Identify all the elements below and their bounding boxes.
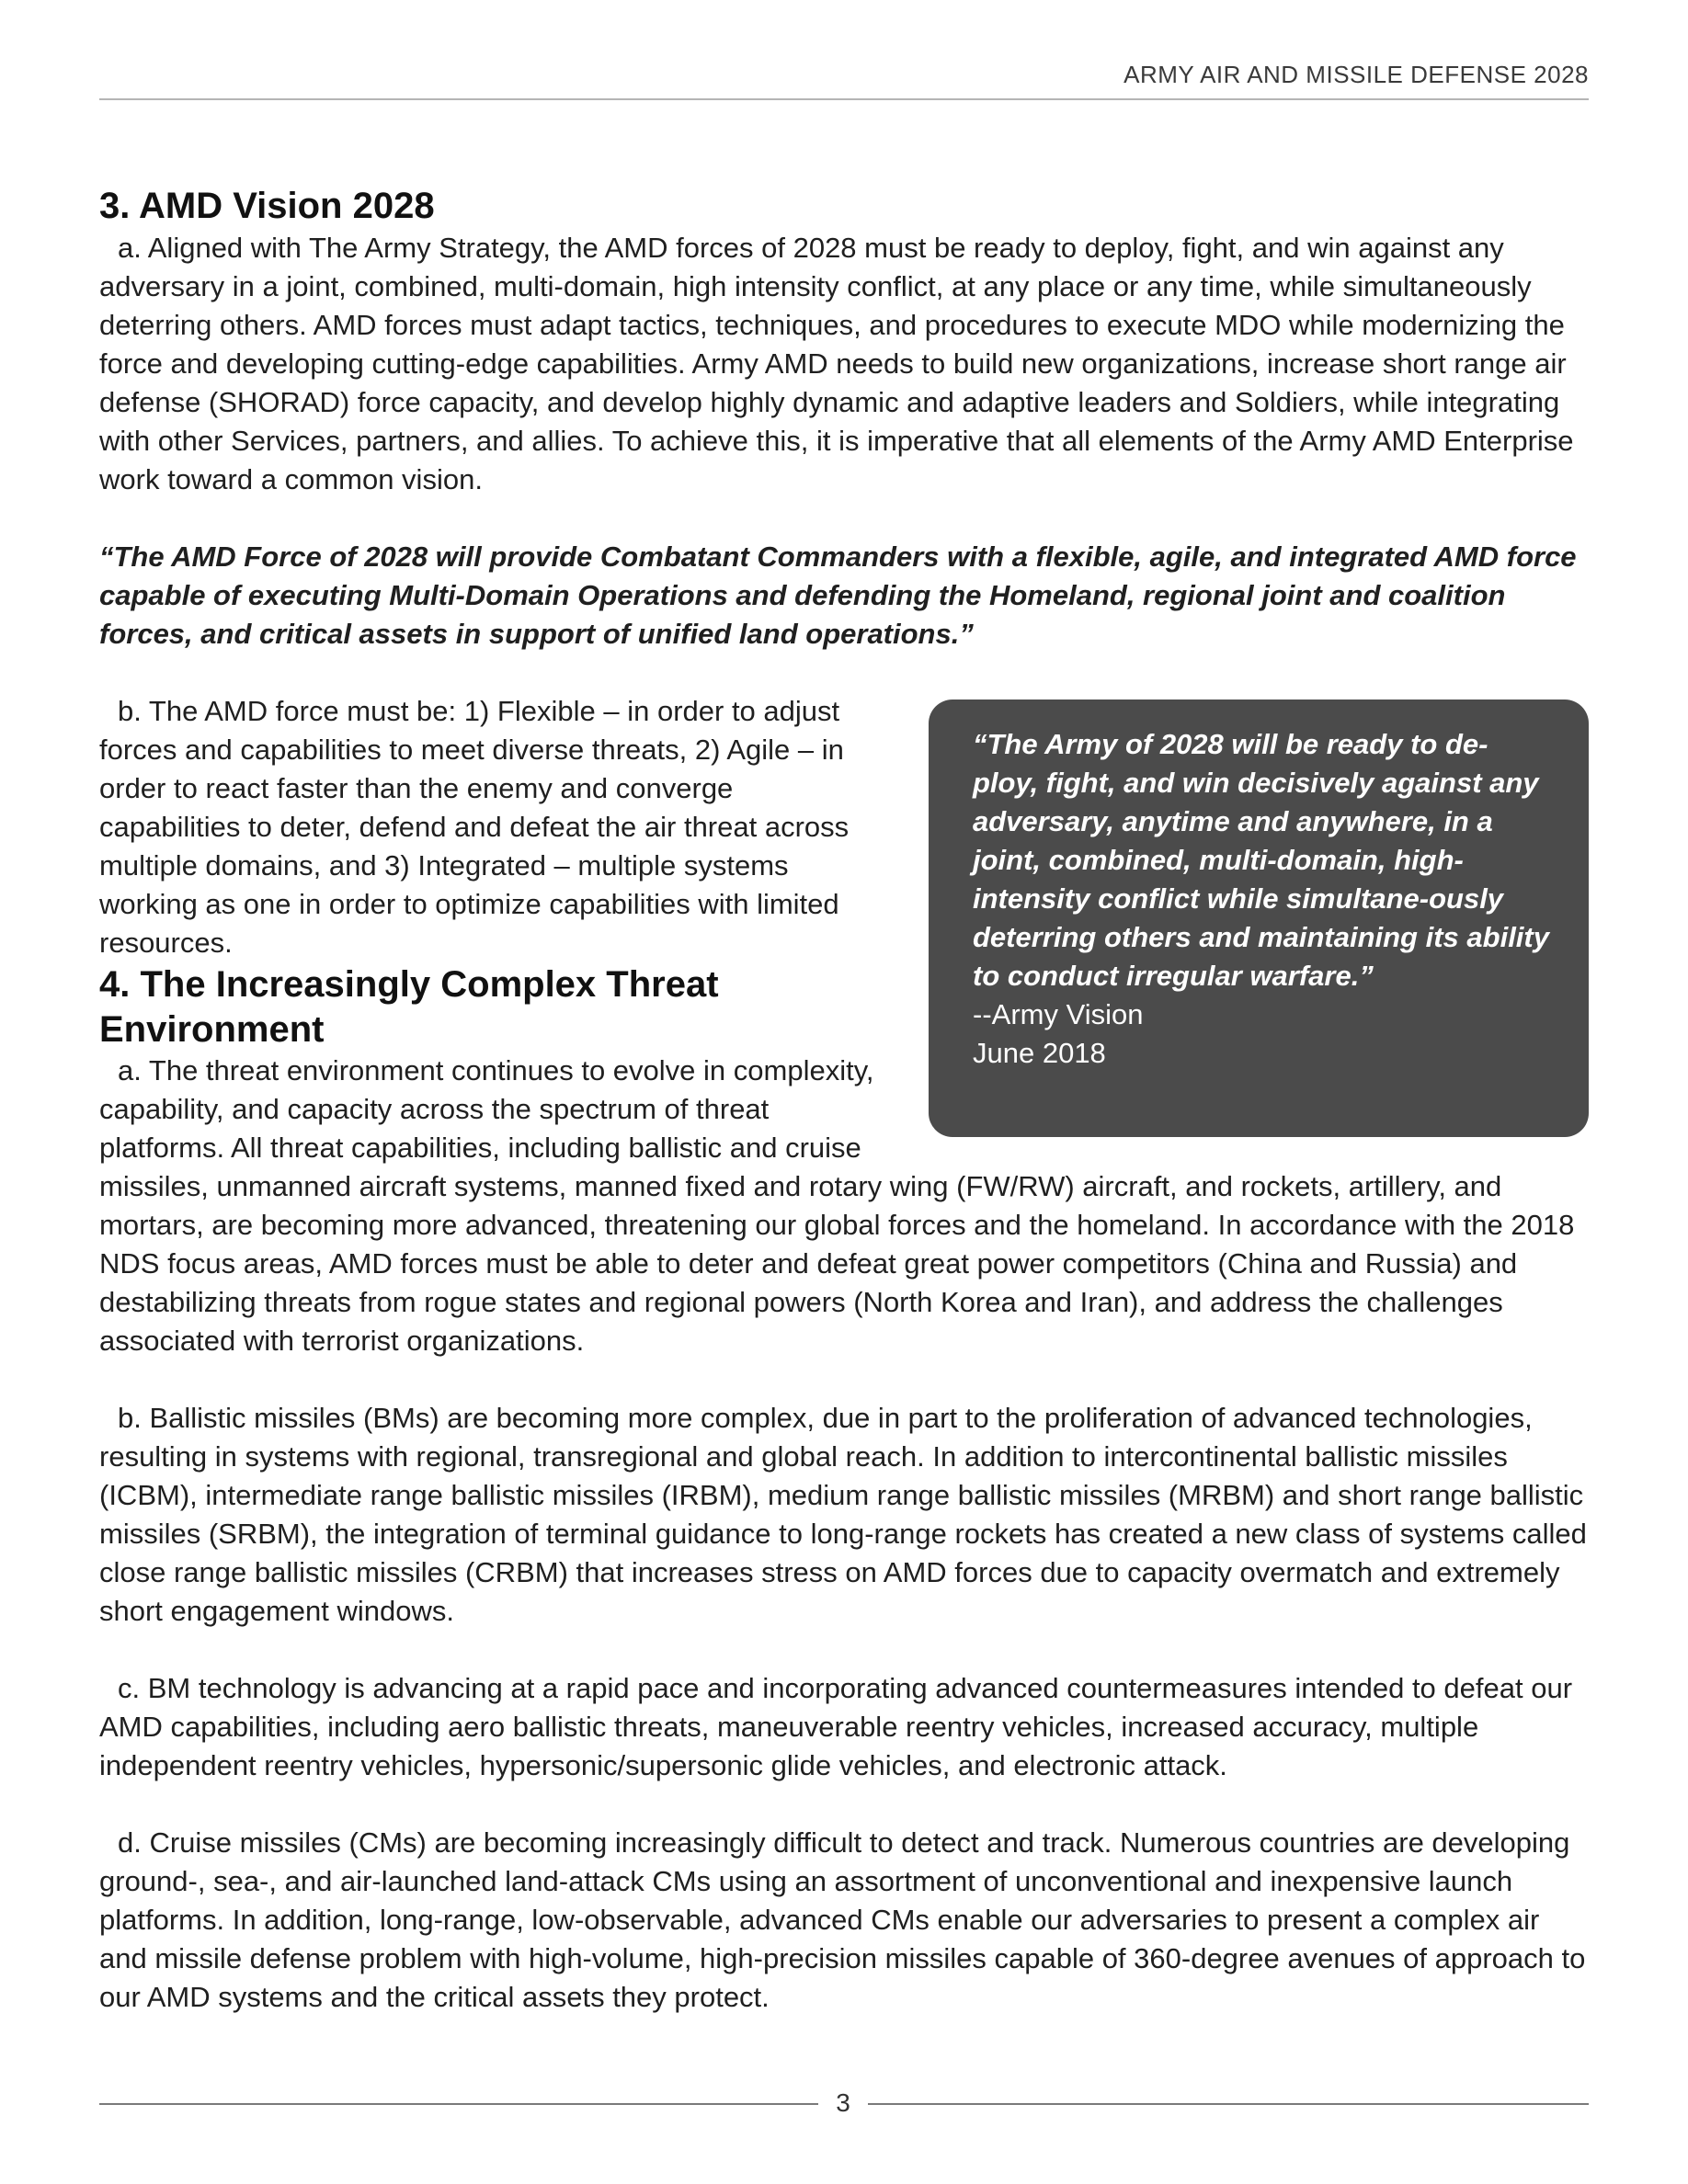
section-4-paragraph-d: d. Cruise missiles (CMs) are becoming increasingly difficult to detect and track. Numerous countries are developing ground-, sea-, and air-launched land-attack CMs using an assortment of unconventional and inexpensive launch platforms. In addition, long-range, low-observable, advanced CMs enable our adversaries to present a complex air and missile defense problem with high-volume, high-precision missiles capable of 360-degree avenues of approach to our AMD systems and the critical assets they protect.: [99, 1826, 1586, 2014]
pull-quote-date: June 2018: [973, 1036, 1106, 1069]
vision-statement-quote: “The AMD Force of 2028 will provide Combatant Commanders with a flexible, agile, and integrated AMD force capable of executing Multi-Domain Operations and defending the Homeland, regional joint and coalition forces, and critical assets in support of unified land operations.”: [99, 540, 1577, 650]
page-body: [99, 184, 1589, 2017]
header-divider: [99, 98, 1589, 100]
section-4-paragraph-b: b. Ballistic missiles (BMs) are becoming more complex, due in part to the proliferation of advanced technologies, resulting in systems with regional, transregional and global reach. In addition to intercontinental ballistic missiles (ICBM), intermediate range ballistic missiles (IRBM), medium range ballistic missiles (MRBM) and short range ballistic missiles (SRBM), the integration of terminal guidance to long-range rockets has created a new class of systems called close range ballistic missiles (CRBM) that increases stress on AMD forces due to capacity overmatch and extremely short engagement windows.: [99, 1402, 1587, 1628]
section-4-paragraph-c: c. BM technology is advancing at a rapid pace and incorporating advanced countermeasures intended to defeat our AMD capabilities, including aero ballistic threats, maneuverable reentry vehicles, increased accuracy, multiple independent reentry vehicles, hypersonic/supersonic glide vehicles, and electronic attack.: [99, 1672, 1573, 1782]
page-number: 3: [836, 2088, 850, 2117]
pull-quote-attribution: --Army Vision: [973, 997, 1144, 1030]
section-3-paragraph-b: b. The AMD force must be: 1) Flexible – in order to adjust forces and capabilities to meet diverse threats, 2) Agile – in order to react faster than the enemy and converge capabilities to deter, defend and defeat the air threat across multiple domains, and 3) Integrated – multiple systems working as one in order to optimize capabilities with limited resources.: [99, 694, 850, 959]
pull-quote-box: [929, 700, 1589, 1137]
footer-divider-left: [99, 2103, 818, 2105]
pull-quote-text: “The Army of 2028 will be ready to de-ploy, fight, and win decisively against any adversary, anytime and anywhere, in a joint, combined, multi-domain, high-intensity conflict while simultane-ously deterring others and maintaining its ability to conduct irregular warfare.”: [973, 727, 1549, 992]
footer-divider-right: [868, 2103, 1589, 2105]
section-4-heading: 4. The Increasingly Complex Threat Environment: [99, 963, 719, 1050]
section-3-paragraph-a: a. Aligned with The Army Strategy, the AMD forces of 2028 must be ready to deploy, fight, and win against any adversary in a joint, combined, multi-domain, high intensity conflict, at any place or any time, while simultaneously deterring others. AMD forces must adapt tactics, techniques, and procedures to execute MDO while modernizing the force and developing cutting-edge capabilities. Army AMD needs to build new organizations, increase short range air defense (SHORAD) force capacity, and develop highly dynamic and adaptive leaders and Soldiers, while integrating with other Services, partners, and allies. To achieve this, it is imperative that all elements of the Army AMD Enterprise work toward a common vision.: [99, 231, 1574, 495]
running-header: ARMY AIR AND MISSILE DEFENSE 2028: [1123, 61, 1589, 88]
section-4-paragraph-a: a. The threat environment continues to evolve in complexity, capability, and capacity across the spectrum of threat platforms. All threat capabilities, including ballistic and cruise missiles, unmanned aircraft systems, manned fixed and rotary wing (FW/RW) aircraft, and rockets, artillery, and mortars, are becoming more advanced, threatening our global forces and the homeland. In accordance with the 2018 NDS focus areas, AMD forces must be able to deter and defeat great power competitors (China and Russia) and destabilizing threats from rogue states and regional powers (North Korea and Iran), and address the challenges associated with terrorist organizations.: [99, 1054, 1575, 1358]
section-3-heading: 3. AMD Vision 2028: [99, 186, 435, 226]
